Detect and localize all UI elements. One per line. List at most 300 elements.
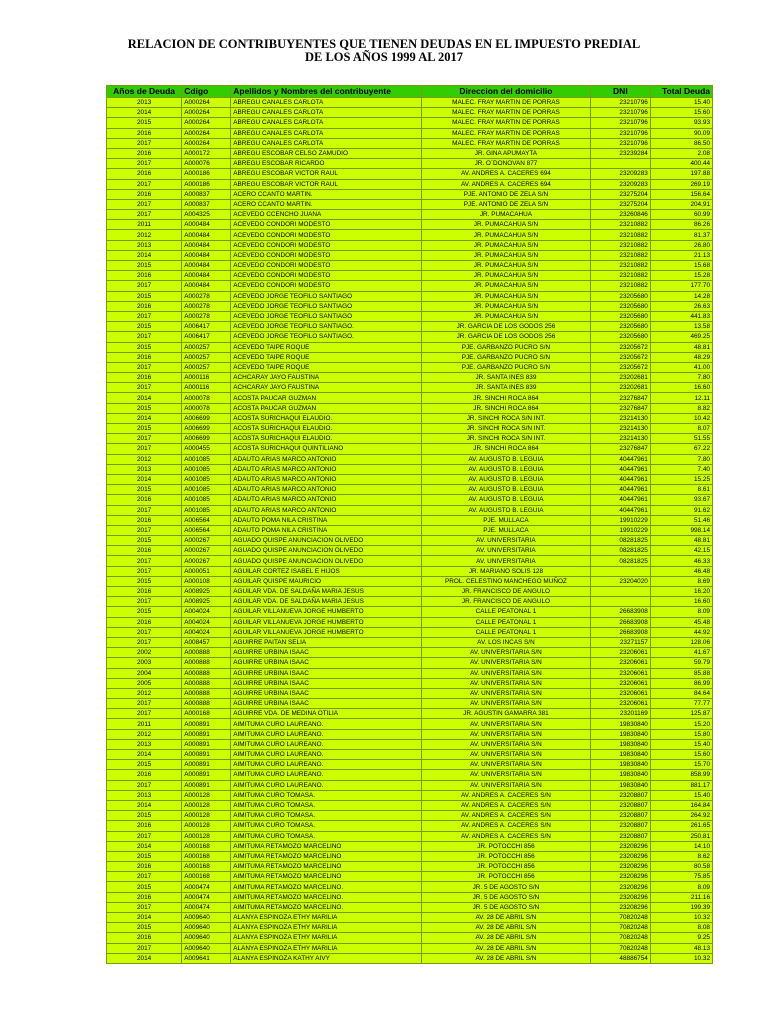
cell-code: A000484 — [182, 261, 231, 271]
cell-address: JR. POTOCCHI 856 — [421, 841, 590, 851]
cell-name: AIMITUMA RETAMOZO MARCELINO. — [231, 892, 422, 902]
cell-code: A006699 — [182, 424, 231, 434]
table-row — [107, 719, 713, 729]
cell-address: JR. AGUSTIN GAMARRA 381 — [421, 709, 590, 719]
cell-year: 2017 — [107, 281, 182, 291]
cell-code: A000116 — [182, 383, 231, 393]
cell-dni: 70820248 — [590, 943, 650, 953]
cell-debt: 86.50 — [650, 138, 712, 148]
cell-dni: 23275204 — [590, 199, 650, 209]
cell-debt: 93.93 — [650, 118, 712, 128]
cell-code: A000267 — [182, 546, 231, 556]
table-row — [107, 495, 713, 505]
cell-dni: 23204020 — [590, 576, 650, 586]
cell-name: AGUADO QUISPE ANUNCIACION OLIVEDO — [231, 536, 422, 546]
cell-code: A000168 — [182, 872, 231, 882]
cell-debt: 46.48 — [650, 566, 712, 576]
table-row — [107, 648, 713, 658]
table-row — [107, 556, 713, 566]
cell-name: AIMITUMA CURO LAUREANO. — [231, 770, 422, 780]
cell-dni: 23210882 — [590, 230, 650, 240]
cell-code: A000278 — [182, 311, 231, 321]
cell-year: 2017 — [107, 597, 182, 607]
table-row — [107, 301, 713, 311]
cell-code: A000278 — [182, 291, 231, 301]
cell-address: AV. UNIVERSITARIA S/N — [421, 678, 590, 688]
cell-address: AV. UNIVERSITARIA — [421, 546, 590, 556]
cell-code: A000128 — [182, 831, 231, 841]
cell-debt: 48.13 — [650, 943, 712, 953]
table-row — [107, 627, 713, 637]
cell-year: 2016 — [107, 189, 182, 199]
table-row — [107, 546, 713, 556]
cell-code: A006564 — [182, 515, 231, 525]
cell-name: ALANYA ESPINOZA ETHY MARILIA — [231, 933, 422, 943]
cell-name: ACEVEDO JORGE TEOFILO SANTIAGO — [231, 291, 422, 301]
cell-debt: 15.40 — [650, 790, 712, 800]
cell-address: CALLE PEATONAL 1 — [421, 607, 590, 617]
cell-code: A000474 — [182, 892, 231, 902]
cell-code: A009640 — [182, 933, 231, 943]
cell-dni: 26683908 — [590, 627, 650, 637]
cell-code: A000484 — [182, 220, 231, 230]
cell-debt: 51.55 — [650, 434, 712, 444]
cell-debt: 199.39 — [650, 902, 712, 912]
cell-address: AV. ANDRES A. CACERES 694 — [421, 169, 590, 179]
cell-code: A000837 — [182, 189, 231, 199]
cell-dni: 19830840 — [590, 780, 650, 790]
cell-dni: 23205680 — [590, 301, 650, 311]
cell-code: A000264 — [182, 98, 231, 108]
cell-debt: 2.08 — [650, 148, 712, 158]
table-row — [107, 281, 713, 291]
table-row — [107, 536, 713, 546]
cell-name: ABREGU CANALES CARLOTA — [231, 138, 422, 148]
cell-address: AV. UNIVERSITARIA S/N — [421, 668, 590, 678]
cell-year: 2016 — [107, 770, 182, 780]
cell-code: A008457 — [182, 637, 231, 647]
cell-code: A000186 — [182, 169, 231, 179]
cell-dni: 23206061 — [590, 658, 650, 668]
cell-name: AIMITUMA RETAMOZO MARCELINO. — [231, 882, 422, 892]
cell-address: JR. GARCIA DE LOS GODOS 256 — [421, 322, 590, 332]
cell-address: AV. AUGUSTO B. LEGUIA — [421, 474, 590, 484]
cell-code: A000484 — [182, 271, 231, 281]
cell-dni: 23214130 — [590, 424, 650, 434]
cell-dni: 23209283 — [590, 169, 650, 179]
cell-name: AGUIRRE PAITAN SELIA — [231, 637, 422, 647]
table-row — [107, 566, 713, 576]
table-row — [107, 220, 713, 230]
cell-name: ABREGU CANALES CARLOTA — [231, 108, 422, 118]
table-row — [107, 230, 713, 240]
cell-dni: 19830840 — [590, 739, 650, 749]
cell-debt: 14.10 — [650, 841, 712, 851]
cell-year: 2015 — [107, 403, 182, 413]
cell-debt: 15.68 — [650, 261, 712, 271]
cell-year: 2015 — [107, 811, 182, 821]
table-row — [107, 576, 713, 586]
table-row — [107, 739, 713, 749]
cell-code: A000484 — [182, 250, 231, 260]
cell-address: AV. UNIVERSITARIA S/N — [421, 648, 590, 658]
cell-code: A000888 — [182, 648, 231, 658]
cell-year: 2012 — [107, 454, 182, 464]
cell-year: 2017 — [107, 943, 182, 953]
cell-address: AV. ANDRES A. CACERES S/N — [421, 821, 590, 831]
cell-name: ACEVEDO CONDORI MODESTO — [231, 271, 422, 281]
cell-year: 2015 — [107, 261, 182, 271]
cell-dni: 23205672 — [590, 352, 650, 362]
cell-address: MALEC. FRAY MARTIN DE PORRAS — [421, 118, 590, 128]
cell-address: AV. AUGUSTO B. LEGUIA — [421, 464, 590, 474]
table-row — [107, 933, 713, 943]
cell-name: ABREGU CANALES CARLOTA — [231, 118, 422, 128]
cell-name: AGUILAR VILLANUEVA JORGE HUMBERTO — [231, 617, 422, 627]
cell-name: AGUILAR QUISPE MAURICIO — [231, 576, 422, 586]
cell-address: MALEC. FRAY MARTIN DE PORRAS — [421, 98, 590, 108]
table-row — [107, 943, 713, 953]
cell-name: ACEVEDO CONDORI MODESTO — [231, 281, 422, 291]
cell-name: ACHCARAY JAYO FAUSTINA — [231, 373, 422, 383]
table-row — [107, 637, 713, 647]
cell-name: ADAUTO ARIAS MARCO ANTONIO — [231, 474, 422, 484]
cell-dni: 23271157 — [590, 637, 650, 647]
cell-debt: 85.88 — [650, 668, 712, 678]
table-row — [107, 750, 713, 760]
cell-code: A000278 — [182, 301, 231, 311]
cell-year: 2013 — [107, 790, 182, 800]
cell-address: AV. ANDRES A. CACERES S/N — [421, 790, 590, 800]
table-row — [107, 862, 713, 872]
cell-debt: 164.84 — [650, 800, 712, 810]
cell-name: AGUIRRE VDA. DE MEDINA OTILIA — [231, 709, 422, 719]
cell-year: 2015 — [107, 536, 182, 546]
cell-debt: 75.85 — [650, 872, 712, 882]
cell-name: AIMITUMA CURO TOMASA. — [231, 790, 422, 800]
cell-year: 2016 — [107, 148, 182, 158]
table-row — [107, 424, 713, 434]
cell-year: 2017 — [107, 872, 182, 882]
document-title — [0, 38, 768, 64]
cell-year: 2013 — [107, 464, 182, 474]
title-line-1: RELACION DE CONTRIBUYENTES QUE TIENEN DEUDAS EN EL IMPUESTO PREDIAL — [127, 37, 641, 51]
cell-debt: 7.40 — [650, 464, 712, 474]
cell-address: JR. PUMACAHUA S/N — [421, 291, 590, 301]
cell-code: A000168 — [182, 851, 231, 861]
cell-debt: 15.20 — [650, 719, 712, 729]
cell-year: 2016 — [107, 587, 182, 597]
cell-code: A000128 — [182, 811, 231, 821]
cell-code: A000891 — [182, 750, 231, 760]
cell-name: ADAUTO ARIAS MARCO ANTONIO — [231, 485, 422, 495]
cell-code: A009640 — [182, 943, 231, 953]
table-row — [107, 179, 713, 189]
table-row — [107, 729, 713, 739]
cell-year: 2014 — [107, 108, 182, 118]
cell-dni: 23276847 — [590, 403, 650, 413]
cell-code: A000257 — [182, 362, 231, 372]
cell-code: A006699 — [182, 434, 231, 444]
table-row — [107, 811, 713, 821]
cell-code: A000837 — [182, 199, 231, 209]
cell-name: ACERO CCANTO MARTIN. — [231, 199, 422, 209]
cell-year: 2016 — [107, 271, 182, 281]
cell-debt: 8.07 — [650, 424, 712, 434]
cell-dni: 23208296 — [590, 902, 650, 912]
cell-year: 2016 — [107, 933, 182, 943]
cell-address: AV. UNIVERSITARIA S/N — [421, 780, 590, 790]
cell-code: A000891 — [182, 780, 231, 790]
cell-address: AV. ANDRES A. CACERES S/N — [421, 800, 590, 810]
cell-dni: 23205672 — [590, 342, 650, 352]
cell-year: 2012 — [107, 230, 182, 240]
cell-dni: 23208296 — [590, 862, 650, 872]
cell-year: 2016 — [107, 301, 182, 311]
cell-address: AV. ANDRES A. CACERES S/N — [421, 811, 590, 821]
cell-debt: 177.70 — [650, 281, 712, 291]
cell-year: 2013 — [107, 739, 182, 749]
cell-code: A000484 — [182, 281, 231, 291]
cell-name: AIMITUMA CURO LAUREANO. — [231, 719, 422, 729]
cell-year: 2017 — [107, 383, 182, 393]
cell-debt: 261.65 — [650, 821, 712, 831]
cell-code: A000888 — [182, 668, 231, 678]
table-row — [107, 413, 713, 423]
cell-dni: 23210882 — [590, 271, 650, 281]
cell-address: AV. 28 DE ABRIL S/N — [421, 953, 590, 963]
cell-year: 2015 — [107, 118, 182, 128]
cell-name: AIMITUMA CURO LAUREANO. — [231, 750, 422, 760]
cell-dni: 23210796 — [590, 98, 650, 108]
cell-name: ACOSTA PAUCAR GUZMAN — [231, 403, 422, 413]
cell-year: 2017 — [107, 831, 182, 841]
cell-year: 2016 — [107, 821, 182, 831]
cell-debt: 9.25 — [650, 933, 712, 943]
cell-name: AGUIRRE URBINA ISAAC — [231, 688, 422, 698]
cell-code: A000264 — [182, 118, 231, 128]
cell-code: A000186 — [182, 179, 231, 189]
cell-address: JR. FRANCISCO DE ANGULO — [421, 597, 590, 607]
cell-year: 2014 — [107, 250, 182, 260]
cell-dni: 23206061 — [590, 699, 650, 709]
cell-code: A000128 — [182, 800, 231, 810]
cell-address: JR. SANTA INES 839 — [421, 373, 590, 383]
cell-year: 2014 — [107, 841, 182, 851]
table-row — [107, 403, 713, 413]
cell-year: 2017 — [107, 709, 182, 719]
cell-dni: 40447961 — [590, 485, 650, 495]
cell-address: AV. ANDRES A. CACERES 694 — [421, 179, 590, 189]
cell-code: A000076 — [182, 159, 231, 169]
cell-debt: 93.67 — [650, 495, 712, 505]
table-row — [107, 851, 713, 861]
cell-dni: 19910229 — [590, 525, 650, 535]
cell-name: ACOSTA SURICHAQUI ELAUDIO. — [231, 413, 422, 423]
cell-debt: 8.69 — [650, 576, 712, 586]
cell-debt: 84.64 — [650, 688, 712, 698]
cell-code: A000891 — [182, 760, 231, 770]
cell-name: ACEVEDO CONDORI MODESTO — [231, 250, 422, 260]
cell-debt: 8.08 — [650, 923, 712, 933]
cell-name: ACEVEDO CCENCHO JUANA — [231, 210, 422, 220]
cell-dni: 23206061 — [590, 688, 650, 698]
cell-dni: 23210796 — [590, 138, 650, 148]
cell-debt: 48.29 — [650, 352, 712, 362]
cell-address: MALEC. FRAY MARTIN DE PORRAS — [421, 108, 590, 118]
header-address: Direccion del domicilio — [421, 86, 590, 98]
cell-address: JR. POTOCCHI 856 — [421, 851, 590, 861]
cell-year: 2015 — [107, 607, 182, 617]
cell-debt: 60.99 — [650, 210, 712, 220]
cell-dni: 70820248 — [590, 923, 650, 933]
cell-dni — [590, 566, 650, 576]
cell-name: AIMITUMA RETAMOZO MARCELINO. — [231, 902, 422, 912]
cell-address: AV. ANDRES A. CACERES S/N — [421, 831, 590, 841]
cell-debt: 128.06 — [650, 637, 712, 647]
cell-dni: 23208296 — [590, 851, 650, 861]
cell-year: 2016 — [107, 546, 182, 556]
cell-name: AIMITUMA RETAMOZO MARCELINO — [231, 851, 422, 861]
cell-name: ALANYA ESPINOZA ETHY MARILIA — [231, 913, 422, 923]
cell-code: A009640 — [182, 913, 231, 923]
cell-code: A000264 — [182, 138, 231, 148]
table-row — [107, 688, 713, 698]
table-header-row — [107, 86, 713, 98]
cell-debt: 16.60 — [650, 597, 712, 607]
cell-name: ACERO CCANTO MARTIN. — [231, 189, 422, 199]
cell-dni: 26683908 — [590, 607, 650, 617]
cell-name: AGUADO QUISPE ANUNCIACION OLIVEDO — [231, 556, 422, 566]
table-row — [107, 872, 713, 882]
cell-name: AIMITUMA CURO TOMASA. — [231, 831, 422, 841]
cell-code: A000078 — [182, 393, 231, 403]
cell-dni: 23206061 — [590, 668, 650, 678]
cell-name: ACOSTA SURICHAQUI ELAUDIO. — [231, 424, 422, 434]
cell-debt: 8.62 — [650, 851, 712, 861]
cell-dni: 23208807 — [590, 790, 650, 800]
cell-name: ACEVEDO CONDORI MODESTO — [231, 261, 422, 271]
table-row — [107, 332, 713, 342]
cell-debt: 41.00 — [650, 362, 712, 372]
cell-dni: 08281825 — [590, 546, 650, 556]
cell-address: AV. UNIVERSITARIA — [421, 556, 590, 566]
cell-year: 2016 — [107, 515, 182, 525]
cell-debt: 15.80 — [650, 729, 712, 739]
cell-debt: 998.14 — [650, 525, 712, 535]
cell-year: 2016 — [107, 862, 182, 872]
cell-dni — [590, 597, 650, 607]
cell-code: A006417 — [182, 332, 231, 342]
cell-address: MALEC. FRAY MARTIN DE PORRAS — [421, 128, 590, 138]
cell-dni: 23239284 — [590, 148, 650, 158]
cell-year: 2016 — [107, 128, 182, 138]
cell-dni: 23206061 — [590, 648, 650, 658]
cell-dni: 23202681 — [590, 373, 650, 383]
table-row — [107, 953, 713, 963]
cell-debt: 15.70 — [650, 760, 712, 770]
cell-address: PJE. GARBANZO PUCRO S/N — [421, 362, 590, 372]
table-row — [107, 311, 713, 321]
table-row — [107, 291, 713, 301]
cell-dni: 40447961 — [590, 505, 650, 515]
cell-debt: 90.09 — [650, 128, 712, 138]
cell-debt: 46.33 — [650, 556, 712, 566]
cell-debt: 44.92 — [650, 627, 712, 637]
table-row — [107, 525, 713, 535]
cell-code: A008925 — [182, 597, 231, 607]
table-row — [107, 373, 713, 383]
table-row — [107, 668, 713, 678]
cell-name: ABREGU CANALES CARLOTA — [231, 98, 422, 108]
cell-name: ACEVEDO TAIPE ROQUE — [231, 362, 422, 372]
cell-dni: 23276847 — [590, 393, 650, 403]
table-row — [107, 118, 713, 128]
cell-address: AV. UNIVERSITARIA S/N — [421, 699, 590, 709]
cell-name: ACEVEDO JORGE TEOFILO SANTIAGO. — [231, 322, 422, 332]
cell-debt: 41.67 — [650, 648, 712, 658]
cell-dni: 23205680 — [590, 291, 650, 301]
cell-address: AV. 28 DE ABRIL S/N — [421, 943, 590, 953]
cell-year: 2015 — [107, 760, 182, 770]
cell-name: AIMITUMA CURO LAUREANO. — [231, 760, 422, 770]
table-row — [107, 913, 713, 923]
table-row — [107, 831, 713, 841]
table-row — [107, 322, 713, 332]
cell-address: PJE. ANTONIO DE ZELA S/N — [421, 189, 590, 199]
cell-year: 2017 — [107, 637, 182, 647]
cell-year: 2014 — [107, 913, 182, 923]
cell-dni: 23275204 — [590, 189, 650, 199]
cell-year: 2014 — [107, 393, 182, 403]
cell-dni: 23276847 — [590, 444, 650, 454]
cell-code: A001085 — [182, 505, 231, 515]
cell-year: 2016 — [107, 617, 182, 627]
cell-year: 2017 — [107, 699, 182, 709]
cell-code: A000888 — [182, 699, 231, 709]
cell-dni: 23202681 — [590, 383, 650, 393]
table-row — [107, 790, 713, 800]
cell-address: AV. UNIVERSITARIA — [421, 536, 590, 546]
cell-debt: 77.77 — [650, 699, 712, 709]
cell-address: JR. SINCHI ROCA S/N INT. — [421, 434, 590, 444]
cell-year: 2015 — [107, 882, 182, 892]
cell-dni: 23260846 — [590, 210, 650, 220]
table-row — [107, 474, 713, 484]
cell-code: A000051 — [182, 566, 231, 576]
cell-name: AGUIRRE URBINA ISAAC — [231, 678, 422, 688]
cell-address: JR. PUMACAHUA — [421, 210, 590, 220]
cell-year: 2017 — [107, 179, 182, 189]
cell-year: 2017 — [107, 780, 182, 790]
cell-code: A000888 — [182, 678, 231, 688]
cell-dni: 23208296 — [590, 872, 650, 882]
debtors-table — [106, 85, 713, 964]
cell-address: PJE. GARBANZO PUCRO S/N — [421, 342, 590, 352]
cell-debt: 7.80 — [650, 373, 712, 383]
cell-debt: 881.17 — [650, 780, 712, 790]
cell-year: 2014 — [107, 953, 182, 963]
cell-dni: 23209283 — [590, 179, 650, 189]
table-row — [107, 210, 713, 220]
cell-debt: 15.60 — [650, 750, 712, 760]
cell-year: 2017 — [107, 902, 182, 912]
cell-dni: 26683908 — [590, 617, 650, 627]
table-row — [107, 454, 713, 464]
table-row — [107, 261, 713, 271]
cell-year: 2016 — [107, 495, 182, 505]
cell-year: 2017 — [107, 332, 182, 342]
